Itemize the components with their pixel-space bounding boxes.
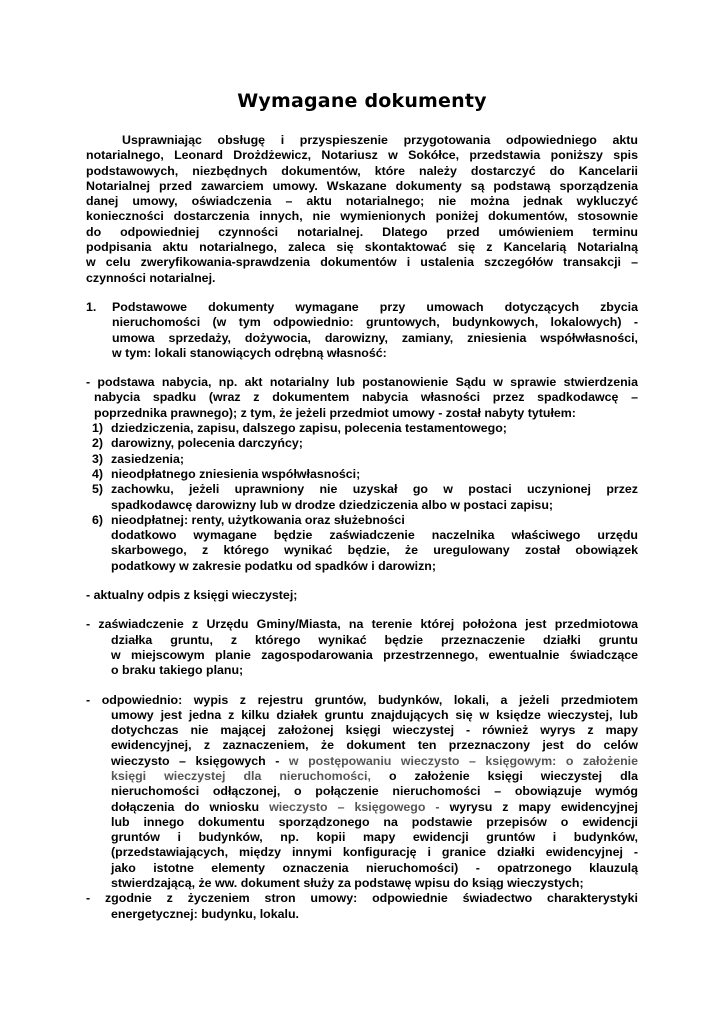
sub-item-number: 2): [92, 436, 104, 451]
bullet-land-registry-extract: [86, 588, 638, 603]
text-line: - zgodnie z życzeniem stron umowy: odpowiednie świadectwo charakterystyki: [86, 891, 638, 906]
text-line: [111, 754, 638, 769]
tax-certificate-note: [86, 528, 638, 574]
text-line: dotychczas nie mającej założonej księgi wieczystej - również wyrys z mapy: [111, 723, 638, 738]
document-page: [86, 90, 638, 922]
sub-item: [86, 513, 638, 528]
text-line: spadkodawcę darowizny lub w drodze dziedziczenia albo w postaci zapisu;: [111, 497, 554, 512]
text-fragment: wieczysto – księgowych -: [111, 753, 280, 768]
text-line: w tym: lokali stanowiących odrębną własność:: [112, 345, 387, 360]
text-fragment-gray: księgi wieczystej dla nieruchomości,: [111, 768, 371, 783]
text-line: podpisania aktu notarialnego, zaleca się skontaktować się z Kancelarią Notarialną: [86, 240, 638, 255]
sub-item-number: 6): [92, 512, 104, 527]
text-line: dziedziczenia, zapisu, dalszego zapisu, polecenia testamentowego;: [111, 421, 507, 436]
text-line: [111, 769, 638, 784]
sub-item: [86, 467, 638, 482]
text-line: umowy jest jedna z kilku działek gruntu znajdujących się w księdze wieczystej, lub: [111, 707, 638, 722]
text-fragment-gray: w postępowaniu wieczysto – księgowym: o założenie: [288, 753, 638, 768]
text-line: skarbowego, z którego wynikać będzie, że uregulowany został obowiązek: [111, 543, 638, 558]
text-line: lub innego dokumentu sporządzonego na podstawie przepisów o ewidencji: [111, 814, 638, 829]
section-number: 1.: [86, 299, 97, 314]
text-line: Usprawniając obsługę i przyspieszenie przygotowania odpowiedniego aktu: [122, 133, 638, 147]
text-line: nieodpłatnej: renty, użytkowania oraz służebności: [111, 512, 405, 527]
text-line: działka gruntu, z którego wynikać będzie przeznaczenie działki gruntu: [111, 632, 638, 647]
text-line: podstawowych, niezbędnych dokumentów, które należy dostarczyć do Kancelarii: [86, 163, 638, 178]
text-line: czynności notarialnej.: [86, 270, 216, 285]
text-line: - zaświadczenie z Urzędu Gminy/Miasta, na terenie której położona jest przedmiotowa: [86, 617, 638, 632]
text-line: nieruchomości odłączonej, o połączenie nieruchomości – obowiązuje wymóg: [111, 784, 638, 799]
text-line: konieczności dostarczenia innych, nie wymienionych poniżej dokumentów, stosownie: [86, 209, 638, 224]
sub-item: [86, 436, 638, 451]
text-line: podatkowy w zakresie podatku od spadków i darowizn;: [111, 558, 436, 573]
text-line: jako istotne elementy oznaczenia nieruchomości) - opatrzonego klauzulą: [111, 860, 638, 875]
sub-item: [86, 421, 638, 436]
text-fragment-gray: wieczysto – księgowego -: [269, 799, 440, 814]
bullet-acquisition-basis: [86, 375, 638, 421]
sub-item: [86, 452, 638, 467]
text-fragment: wyrysu z mapy ewidencyjnej: [449, 799, 638, 814]
text-line: [111, 800, 638, 815]
text-line: nabycia spadku (wraz z dokumentem nabycia własności przez spadkodawcę –: [94, 390, 638, 405]
text-line: o braku takiego planu;: [111, 663, 244, 678]
text-line: danej umowy, oświadczenia – aktu notarialnego; nie można jednak wykluczyć: [86, 194, 638, 209]
section-1: [86, 300, 638, 361]
text-line: dodatkowo wymagane będzie zaświadczenie naczelnika właściwego urzędu: [111, 528, 638, 543]
bullet-energy-certificate: [86, 891, 638, 922]
text-line: darowizny, polecenia darczyńcy;: [111, 436, 303, 451]
text-line: gruntów i budynków, np. kopii mapy ewidencji gruntów i budynków,: [111, 830, 638, 845]
text-line: w miejscowym planie zagospodarowania przestrzennego, ewentualnie świadczące: [111, 647, 638, 662]
text-line: poprzednika prawnego); z tym, że jeżeli przedmiot umowy - został nabyty tytułem:: [94, 405, 576, 420]
bullet-land-register-excerpt: [86, 693, 638, 892]
sub-item-number: 1): [92, 421, 104, 436]
sub-item-number: 4): [92, 466, 104, 481]
text-line: umowa sprzedaży, dożywocia, darowizny, zamiany, zniesienia współwłasności,: [112, 330, 638, 345]
text-line: ewidencyjnej, z zaznaczeniem, że dokument ten przeznaczony jest do celów: [111, 738, 638, 753]
bullet-municipality-certificate: [86, 617, 638, 678]
text-line: stwierdzającą, że ww. dokument służy za podstawę wpisu do ksiąg wieczystych;: [111, 876, 584, 891]
sub-item: [86, 482, 638, 513]
text-line: Notarialnej przed zawarciem umowy. Wskazane dokumenty są podstawą sporządzenia: [86, 178, 638, 193]
text-fragment: dołączenia do wniosku: [111, 799, 260, 814]
text-line: - podstawa nabycia, np. akt notarialny lub postanowienie Sądu w sprawie stwierdzenia: [86, 375, 638, 390]
page-title: Wymagane dokumenty: [237, 90, 487, 112]
text-line: nieodpłatnego zniesienia współwłasności;: [111, 466, 361, 481]
text-line: zachowku, jeżeli uprawniony nie uzyskał go w postaci uczynionej przez: [111, 482, 638, 497]
intro-paragraph: [86, 133, 638, 286]
text-line: (przedstawiających, między innymi konfigurację i granice działki ewidencyjnej -: [111, 845, 638, 860]
sub-item-number: 5): [92, 482, 104, 497]
text-fragment: o założenie księgi wieczystej dla: [388, 768, 638, 783]
text-line: energetycznej: budynku, lokalu.: [111, 906, 299, 921]
text-line: w celu zweryfikowania-sprawdzenia dokumentów i ustalenia szczegółów transakcji –: [86, 255, 638, 270]
sub-item-number: 3): [92, 451, 104, 466]
text-line: nieruchomości (w tym odpowiednio: gruntowych, budynkowych, lokalowych) -: [112, 315, 638, 330]
text-line: Podstawowe dokumenty wymagane przy umowach dotyczących zbycia: [112, 299, 638, 314]
text-line: do odpowiedniej czynności notarialnej. Dlatego przed umówieniem terminu: [86, 224, 638, 239]
text-line: - odpowiednio: wypis z rejestru gruntów, budynków, lokali, a jeżeli przedmiotem: [86, 692, 638, 707]
text-line: - aktualny odpis z księgi wieczystej;: [86, 588, 298, 603]
text-line: zasiedzenia;: [111, 451, 184, 466]
text-line: notarialnego, Leonard Drożdżewicz, Notariusz w Sokółce, przedstawia poniższy spis: [86, 148, 638, 163]
